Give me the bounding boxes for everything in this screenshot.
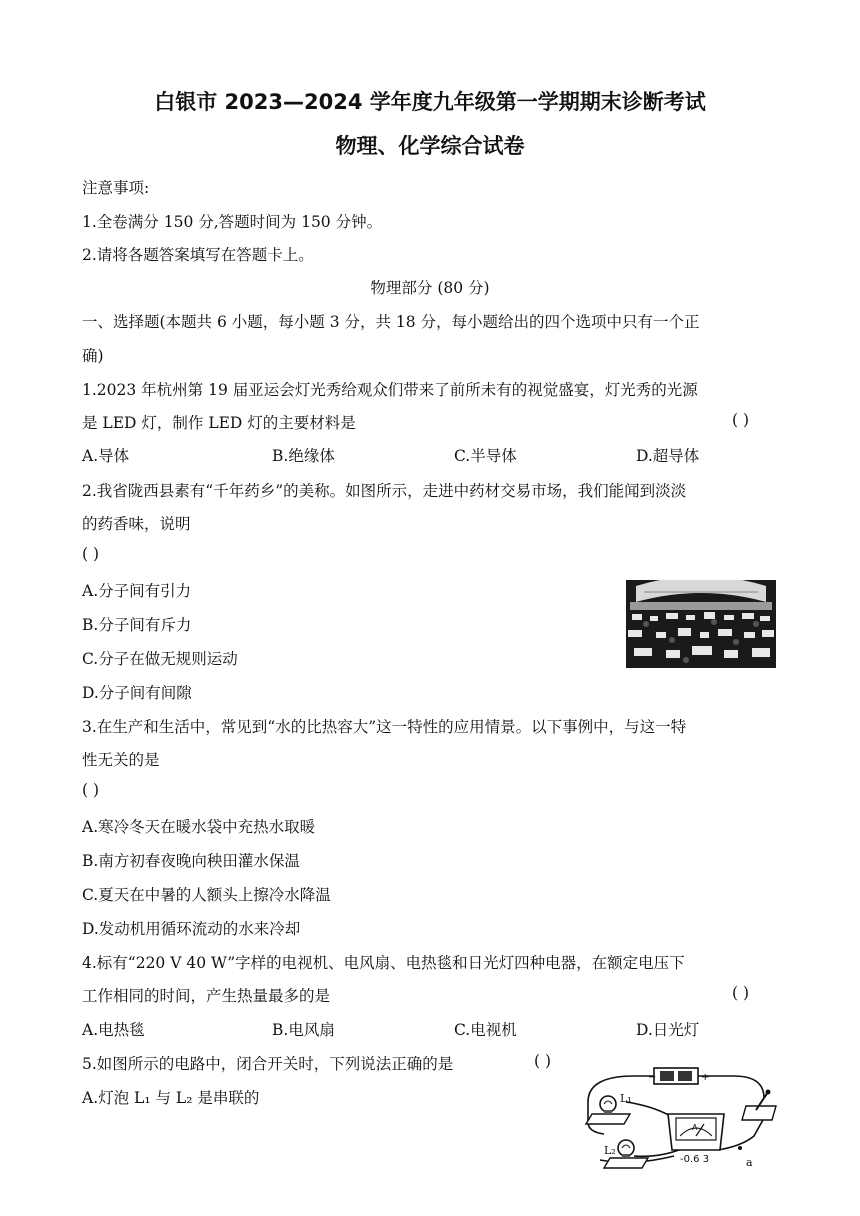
option-d: D.日光灯: [636, 1021, 700, 1039]
answer-parens: ( ): [732, 984, 750, 1002]
answer-parens: ( ): [82, 781, 100, 799]
circuit-diagram: [574, 1062, 784, 1172]
question-3-text-cont: 性无关的是: [82, 751, 160, 769]
answer-parens: ( ): [534, 1052, 552, 1070]
option-a: A.寒冷冬天在暖水袋中充热水取暖: [82, 818, 316, 836]
option-b: B.南方初春夜晚向秧田灌水保温: [82, 852, 300, 870]
question-1-text: 1.2023 年杭州第 19 届亚运会灯光秀给观众们带来了前所未有的视觉盛宴，灯光秀的光源: [82, 381, 698, 399]
section-instruction: 一、选择题(本题共 6 小题，每小题 3 分，共 18 分，每小题给出的四个选项中只有一个正: [82, 313, 700, 331]
option-c: C.分子在做无规则运动: [82, 650, 238, 668]
question-4-text: 4.标有“220 V 40 W”字样的电视机、电风扇、电热毯和日光灯四种电器，在额定电压下: [82, 954, 685, 972]
section-instruction-cont: 确): [82, 347, 104, 365]
part-title: 物理部分 (80 分): [370, 279, 490, 297]
option-a: A.灯泡 L₁ 与 L₂ 是串联的: [82, 1089, 260, 1107]
note-item: 2.请将各题答案填写在答题卡上。: [82, 246, 314, 264]
terminal-a-label: a: [746, 1156, 753, 1169]
option-c: C.夏天在中暑的人额头上擦冷水降温: [82, 886, 331, 904]
ammeter-scale-label: -0.6 3: [680, 1154, 710, 1165]
bulb-l2-label: L₂: [604, 1144, 616, 1157]
svg-text:+: +: [701, 1072, 710, 1083]
question-4-text-cont: 工作相同的时间，产生热量最多的是: [82, 987, 331, 1005]
option-d: D.分子间有间隙: [82, 684, 192, 702]
herb-market-photo: [626, 580, 776, 668]
answer-parens: ( ): [732, 411, 750, 429]
exam-subtitle: 物理、化学综合试卷: [335, 134, 525, 158]
option-b: B.分子间有斥力: [82, 616, 192, 634]
svg-text:A: A: [692, 1123, 698, 1132]
option-b: B.电风扇: [272, 1021, 335, 1039]
ammeter-icon: [668, 1114, 724, 1150]
option-d: D.超导体: [636, 447, 700, 465]
option-a: A.电热毯: [82, 1021, 145, 1039]
option-c: C.电视机: [454, 1021, 517, 1039]
svg-text:−: −: [648, 1072, 657, 1083]
answer-parens: ( ): [82, 545, 100, 563]
bulb-l1-label: L₁: [620, 1092, 632, 1105]
option-a: A.分子间有引力: [82, 582, 192, 600]
question-1-text-cont: 是 LED 灯，制作 LED 灯的主要材料是: [82, 414, 356, 432]
question-2-text-cont: 的药香味，说明: [82, 515, 191, 533]
question-5-text: 5.如图所示的电路中，闭合开关时，下列说法正确的是: [82, 1055, 454, 1073]
note-item: 1.全卷满分 150 分,答题时间为 150 分钟。: [82, 213, 383, 231]
option-b: B.绝缘体: [272, 447, 335, 465]
notes-heading: 注意事项:: [82, 179, 150, 197]
battery-icon: [648, 1068, 709, 1084]
switch-icon: [742, 1090, 776, 1121]
option-a: A.导体: [82, 447, 130, 465]
question-2-text: 2.我省陇西县素有“千年药乡”的美称。如图所示，走进中药材交易市场，我们能闻到淡淡: [82, 482, 687, 500]
exam-title: 白银市 2023—2024 学年度九年级第一学期期末诊断考试: [154, 90, 706, 114]
option-c: C.半导体: [454, 447, 517, 465]
question-3-text: 3.在生产和生活中，常见到“水的比热容大”这一特性的应用情景。以下事例中，与这一特: [82, 718, 687, 736]
option-d: D.发动机用循环流动的水来冷却: [82, 920, 301, 938]
